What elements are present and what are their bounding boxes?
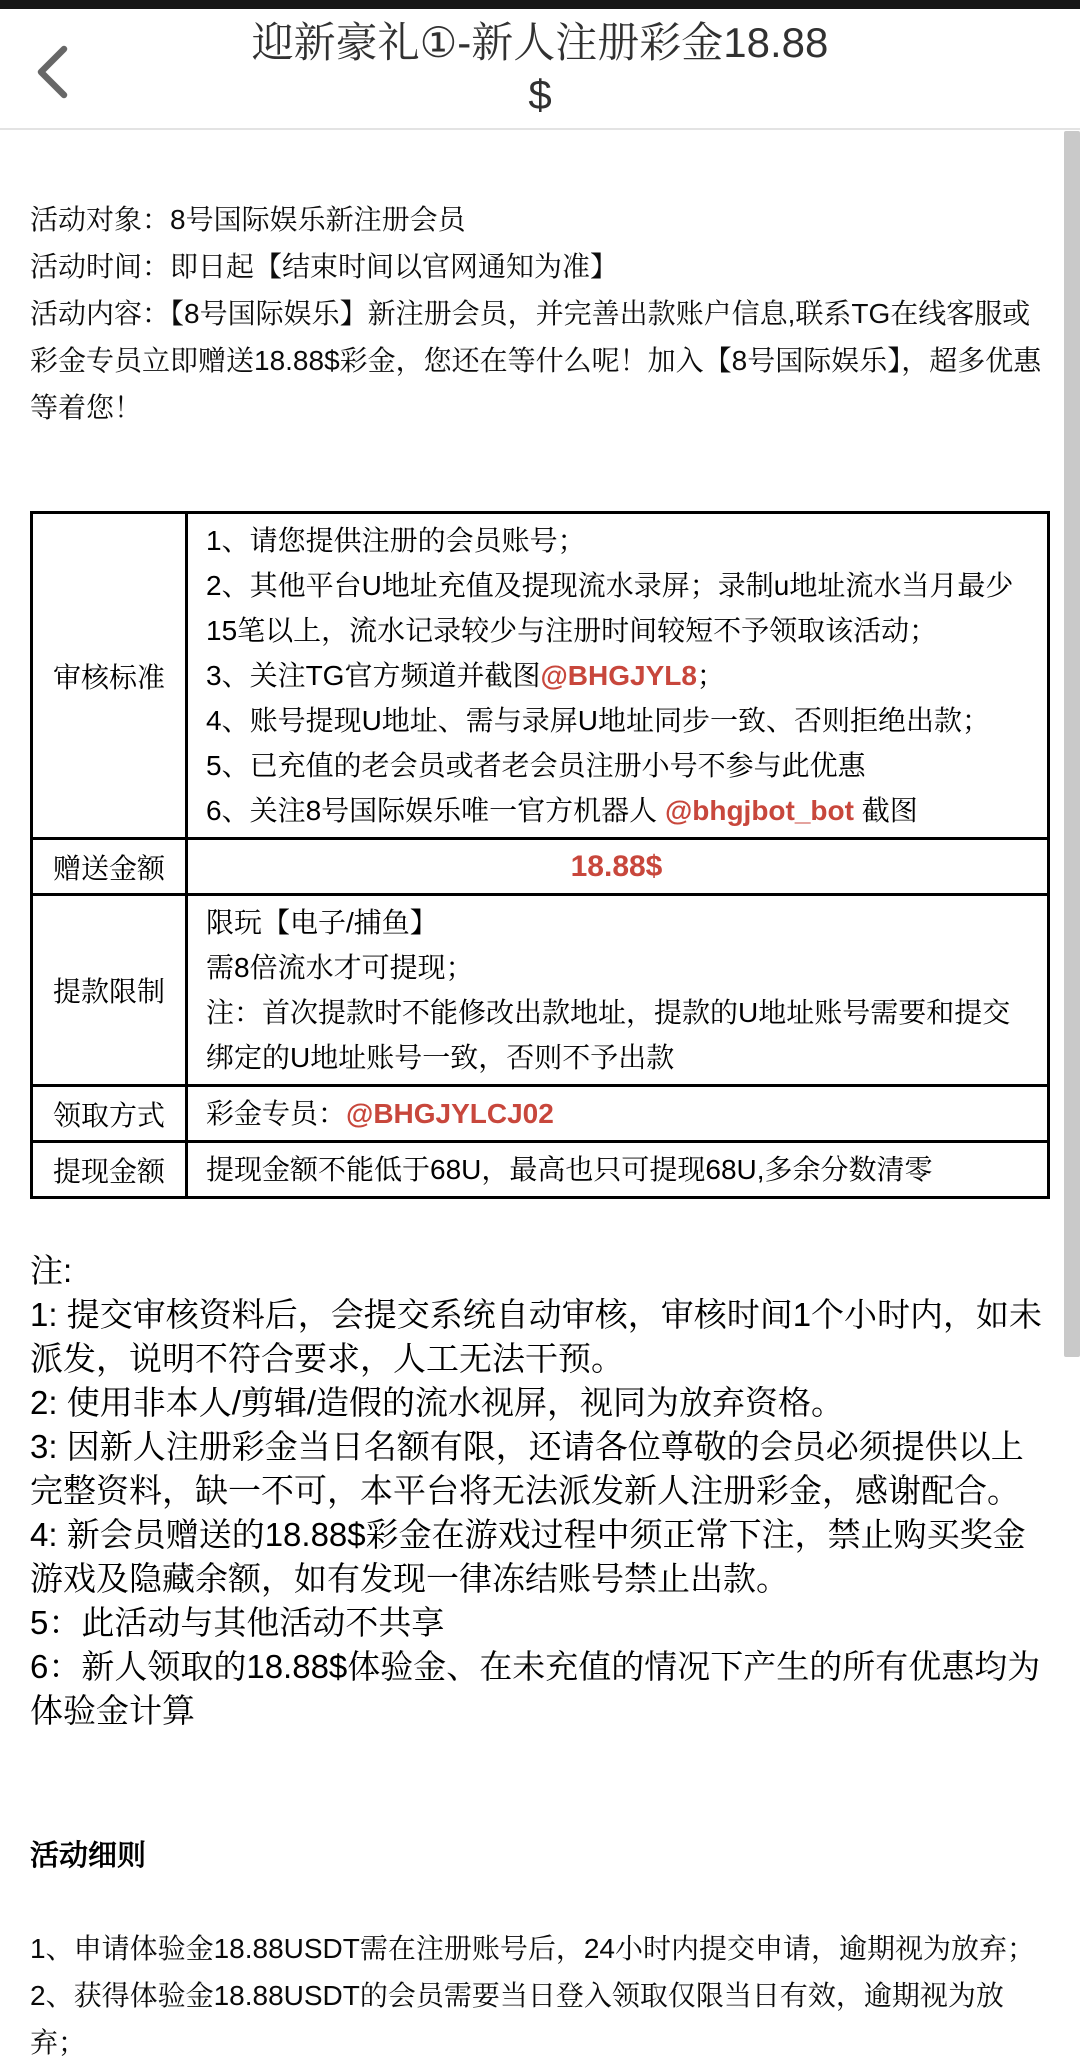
notes-section xyxy=(30,1249,1050,1733)
audit-item-6-text: 6、关注8号国际娱乐唯一官方机器人 xyxy=(206,795,665,826)
detail-item-2: 2、获得体验金18.88USDT的会员需要当日登入领取仅限当日有效，逾期视为放弃； xyxy=(30,1980,1004,2058)
promo-content xyxy=(0,196,1080,2066)
bonus-amount: 18.88$ xyxy=(570,850,663,883)
withdraw-limit-label-cell: 提款限制 xyxy=(32,895,187,1086)
audit-label-cell: 审核标准 xyxy=(32,513,187,839)
page-title-line-2: $ xyxy=(528,70,552,118)
claim-value-cell xyxy=(187,1086,1049,1142)
claim-label-cell: 领取方式 xyxy=(32,1086,187,1142)
withdraw-limit-line-3: 注：首次提款时不能修改出款地址，提款的U地址账号需要和提交绑定的U地址账号一致，否则不予出款 xyxy=(206,997,1011,1073)
detail-item-1: 1、申请体验金18.88USDT需在注册账号后，24小时内提交申请，逾期视为放弃； xyxy=(30,1933,1036,1964)
table-row-withdraw-limit xyxy=(32,895,1049,1086)
table-row-claim xyxy=(32,1086,1049,1142)
notes-heading: 注: xyxy=(30,1252,73,1289)
note-item-6: 6：新人领取的18.88$体验金、在未充值的情况下产生的所有优惠均为体验金计算 xyxy=(30,1648,1041,1729)
scrollbar-thumb[interactable] xyxy=(1064,131,1080,1357)
back-button[interactable] xyxy=(22,41,82,105)
table-row-withdraw-amount xyxy=(32,1142,1049,1198)
withdraw-limit-value-cell xyxy=(187,895,1049,1086)
activity-time-text: 活动时间：即日起【结束时间以官网通知为准】 xyxy=(30,251,619,282)
table-row-bonus xyxy=(32,839,1049,895)
note-item-4: 4: 新会员赠送的18.88$彩金在游戏过程中须正常下注，禁止购买奖金游戏及隐藏余额，如有发现一律冻结账号禁止出款。 xyxy=(30,1516,1026,1597)
audit-item-6 xyxy=(206,788,1027,833)
details-section xyxy=(30,1925,1050,2066)
telegram-bot-handle: @bhgjbot_bot xyxy=(664,795,854,826)
intro-section xyxy=(30,196,1050,431)
activity-content-text: 活动内容：【8号国际娱乐】新注册会员，并完善出款账户信息,联系TG在线客服或彩金专员立即赠送18.88$彩金，您还在等什么呢！加入【8号国际娱乐】，超多优惠等着您！ xyxy=(30,298,1042,423)
withdraw-limit-line-1: 限玩【电子/捕鱼】 xyxy=(206,907,438,938)
withdraw-amount-label-cell: 提现金额 xyxy=(32,1142,187,1198)
audit-item-2: 2、其他平台U地址充值及提现流水录屏；录制u地址流水当月最少15笔以上，流水记录较少与注册时间较短不予领取该活动； xyxy=(206,570,1014,646)
audit-item-1: 1、请您提供注册的会员账号； xyxy=(206,525,586,556)
status-topbar xyxy=(0,0,1080,9)
activity-audience-text: 活动对象：8号国际娱乐新注册会员 xyxy=(30,204,466,235)
page-header xyxy=(0,9,1080,130)
audit-item-3-suffix: ； xyxy=(696,660,725,691)
audit-item-4: 4、账号提现U地址、需与录屏U地址同步一致、否则拒绝出款； xyxy=(206,705,991,736)
note-item-5: 5：此活动与其他活动不共享 xyxy=(30,1604,445,1641)
bonus-value-cell xyxy=(187,839,1049,895)
note-item-3: 3: 因新人注册彩金当日名额有限，还请各位尊敬的会员必须提供以上完整资料，缺一不可，本平台将无法派发新人注册彩金，感谢配合。 xyxy=(30,1428,1024,1509)
chevron-left-icon xyxy=(33,44,71,103)
telegram-channel-handle: @BHGJYL8 xyxy=(540,660,697,691)
withdraw-amount-value-cell: 提现金额不能低于68U，最高也只可提现68U,多余分数清零 xyxy=(187,1142,1049,1198)
claim-prefix: 彩金专员： xyxy=(206,1098,347,1129)
telegram-agent-handle: @BHGJYLCJ02 xyxy=(346,1098,554,1129)
audit-item-3 xyxy=(206,653,1027,698)
audit-value-cell xyxy=(187,513,1049,839)
promo-rules-table xyxy=(30,511,1050,1199)
withdraw-limit-line-2: 需8倍流水才可提现； xyxy=(206,952,474,983)
details-heading: 活动细则 xyxy=(30,1840,147,1872)
audit-item-6-suffix: 截图 xyxy=(853,795,918,826)
audit-item-3-text: 3、关注TG官方频道并截图 xyxy=(206,660,541,691)
note-item-1: 1: 提交审核资料后，会提交系统自动审核，审核时间1个小时内，如未派发，说明不符合要求，人工无法干预。 xyxy=(30,1296,1043,1377)
note-item-2: 2: 使用非本人/剪辑/造假的流水视屏，视同为放弃资格。 xyxy=(30,1384,845,1421)
bonus-label-cell: 赠送金额 xyxy=(32,839,187,895)
table-row-audit xyxy=(32,513,1049,839)
page-title-line-1: 迎新豪礼①-新人注册彩金18.88 xyxy=(251,18,829,66)
audit-item-5: 5、已充值的老会员或者老会员注册小号不参与此优惠 xyxy=(206,750,866,781)
